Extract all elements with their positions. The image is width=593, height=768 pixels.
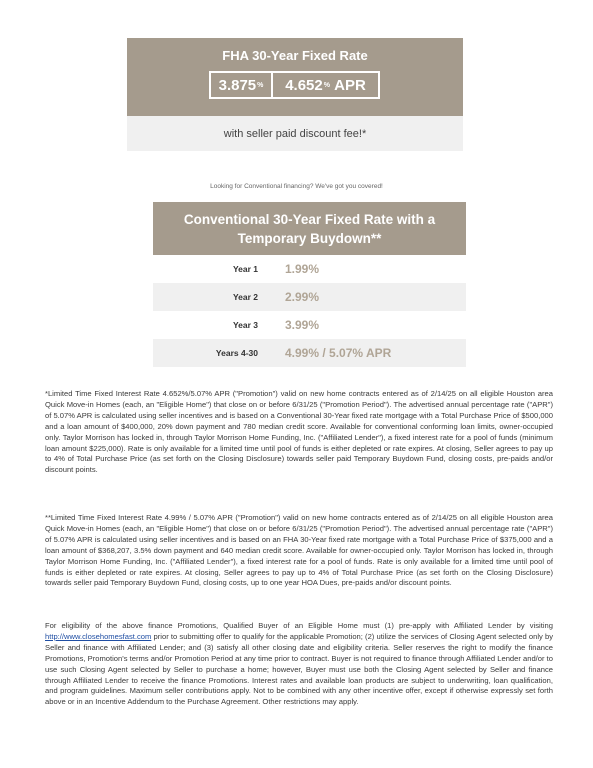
row-value: 3.99% (285, 318, 320, 332)
disclaimer-eligibility-text-2: prior to submitting offer to qualify for the applicable Promotion; (2) utilize the services of Closing Agent selected only by Seller and finance with Affiliated Lender; and (3) satisfy all other closing date and eligibility criteria. Seller reserves the right to modify the finance Promotions, Promotion's terms and/or Promotion Period at any time prior to contract. Buyer is not required to finance through Affiliated Lender and/or to use such Closing Agent selected by Seller to purchase a home; however, Buyer must use both the Closing Agent selected by Seller and finance through Affiliated Lender to receive the finance Promotions. Interest rates and available loan products are subject to underwriting, loan qualification, and program guidelines. Maximum seller contributions apply. Not to be combined with any other incentive offer, except if otherwise expressly set forth above or in an Incentive Addendum to the Purchase Agreement. Other restrictions may apply. (45, 631, 553, 707)
row-label: Year 3 (232, 320, 258, 330)
table-row (153, 311, 466, 339)
fha-apr-label: APR (334, 76, 366, 94)
row-label: Years 4-30 (215, 348, 258, 358)
fha-rate-box (209, 71, 380, 99)
row-label: Year 2 (232, 292, 258, 302)
fha-rate-value: 3.875 (218, 76, 257, 94)
row-label: Year 1 (232, 264, 258, 274)
conventional-rate-table (153, 202, 466, 367)
disclaimer-eligibility (45, 621, 553, 708)
conventional-title (153, 202, 466, 255)
fha-apr-value: 4.652 (285, 76, 323, 94)
table-row (153, 283, 466, 311)
conventional-title-line2: Temporary Buydown** (237, 230, 382, 246)
row-value: 1.99% (285, 262, 320, 276)
fha-apr-unit: % (323, 81, 330, 89)
disclaimer-fha: *Limited Time Fixed Interest Rate 4.652%/5.07% APR ("Promotion") valid on new home contracts entered as of 2/14/25 on all eligible Houston area Quick Move-in Homes (each, an "Eligible Home") that close on or before 6/31/25 ("Promotion Period"). The advertised annual percentage rate ("APR") of 5.07% APR is calculated using seller incentives and is based on a Conventional 30-Year fixed rate mortgage with a Total Purchase Price of $500,000 and a loan amount of $400,000, 20% down payment and 780 median credit score. Available for conventional conforming loan limits, owner-occupied only. Taylor Morrison has locked in, through Taylor Morrison Home Funding, Inc. ("Affiliated Lender"), a fixed interest rate for a pool of funds (minimum loan amount $225,000). Rate is only available for a limited time until pool of funds is either depleted or rate expires. At closing, Seller agrees to pay up to 4% of Total Purchase Price (as set forth on the Closing Disclosure) towards seller paid Temporary Buydown Fund, closing costs, pre-paids and/or discount points. (45, 389, 553, 475)
disclaimer-conventional: **Limited Time Fixed Interest Rate 4.99% / 5.07% APR ("Promotion") valid on new home contracts entered as of 2/14/25 on all eligible Houston area Quick Move-in Homes (each, an "Eligible Home") that close on or before 6/31/25 ("Promotion Period"). The advertised annual percentage rate ("APR") of 5.07% APR is calculated using seller incentives and is based on an FHA 30-Year fixed rate mortgage with a Total Purchase Price of $375,000 and a loan amount of $368,207, 3.5% down payment and 640 median credit score. Available for owner-occupied only. Taylor Morrison has locked in, through Taylor Morrison Home Funding, Inc. ("Affiliated Lender"), a fixed interest rate for a pool of funds. Rate is only available for a limited time until pool of funds is either depleted or rate expires. At closing, Seller agrees to pay up to 4% of Total Purchase Price (as set forth on the Closing Disclosure) towards seller paid Temporary Buydown Fund, closing costs, up to one year HOA Dues, pre-paids and/or discount points. (45, 513, 553, 588)
fha-subtitle: with seller paid discount fee!* (127, 116, 463, 151)
fha-rate-header (127, 38, 463, 116)
conventional-intro: Looking for Conventional financing? We've got you covered! (210, 183, 383, 190)
row-value: 4.99% / 5.07% APR (285, 346, 392, 360)
table-row (153, 255, 466, 283)
disclaimer-eligibility-text-1: For eligibility of the above finance Promotions, Qualified Buyer of an Eligible Home must (1) pre-apply with Affiliated Lender by visiting (45, 621, 553, 630)
closehomesfast-link[interactable]: http://www.closehomesfast.com (45, 631, 152, 641)
fha-rate (211, 73, 273, 97)
row-value: 2.99% (285, 290, 320, 304)
fha-rate-unit: % (257, 81, 264, 89)
table-row (153, 339, 466, 367)
conventional-title-line1: Conventional 30-Year Fixed Rate with a (183, 211, 436, 227)
fha-apr (273, 73, 378, 97)
fha-title: FHA 30-Year Fixed Rate (222, 48, 368, 63)
fha-rate-card (127, 38, 463, 151)
